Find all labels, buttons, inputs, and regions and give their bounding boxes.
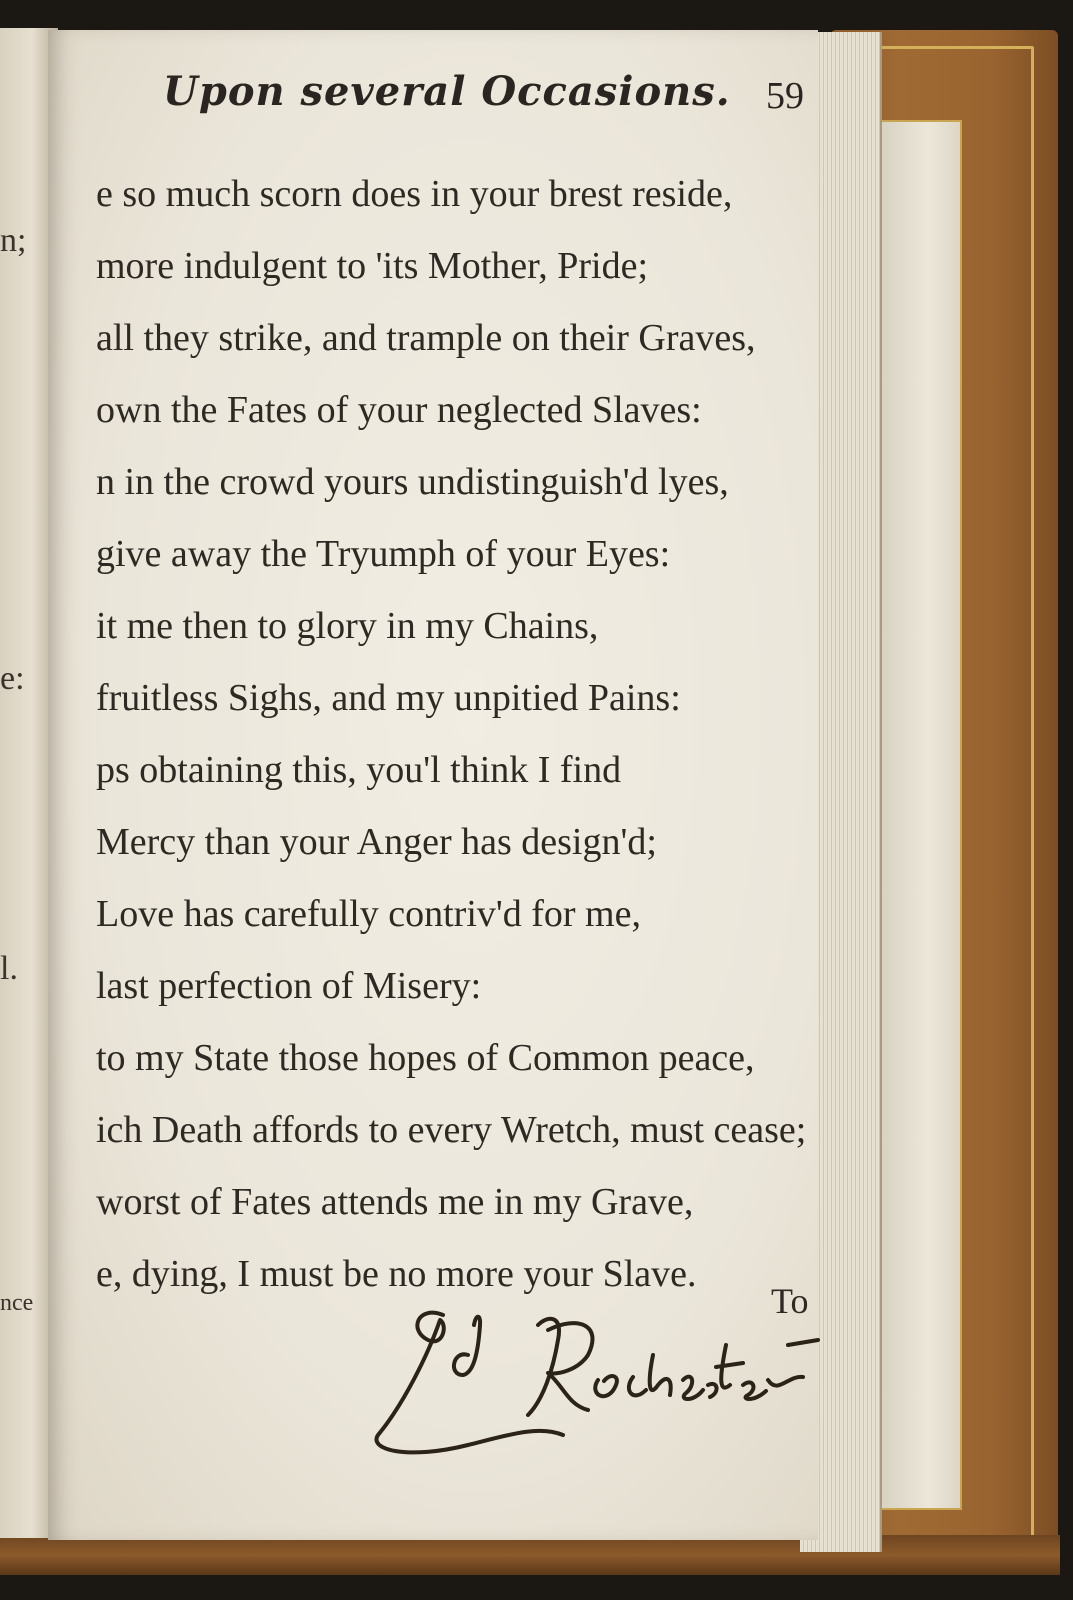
poem-line: all they strike, and trample on their Graves,: [96, 317, 756, 359]
running-head: Upon several Occasions.: [163, 68, 731, 115]
left-page-fragment: l.: [0, 950, 18, 987]
endpaper: [880, 120, 962, 1510]
book-page: [48, 30, 818, 1540]
left-page-fragment: n;: [0, 222, 27, 259]
poem-line: n in the crowd yours undistinguish'd lyes,: [96, 461, 729, 503]
poem-line: last perfection of Misery:: [96, 965, 482, 1007]
poem-line: e, dying, I must be no more your Slave.: [96, 1253, 697, 1295]
poem-line: to my State those hopes of Common peace,: [96, 1037, 755, 1079]
poem-line: give away the Tryumph of your Eyes:: [96, 533, 671, 575]
poem-line: worst of Fates attends me in my Grave,: [96, 1181, 694, 1223]
left-page-fragment: e:: [0, 660, 25, 697]
catchword: To: [771, 1281, 809, 1321]
left-page-fragment: nce: [0, 1290, 34, 1316]
poem-text: [96, 158, 836, 1310]
poem-line: it me then to glory in my Chains,: [96, 605, 599, 647]
poem-line: ich Death affords to every Wretch, must cease;: [96, 1109, 807, 1151]
page-number: 59: [766, 75, 804, 117]
poem-line: ps obtaining this, you'l think I find: [96, 749, 622, 791]
poem-line: fruitless Sighs, and my unpitied Pains:: [96, 677, 681, 719]
handwritten-signature: [348, 1285, 848, 1485]
binding-bottom-edge: [0, 1535, 1060, 1575]
poem-line: e so much scorn does in your brest reside,: [96, 173, 733, 215]
poem-line: Love has carefully contriv'd for me,: [96, 893, 641, 935]
poem-line: own the Fates of your neglected Slaves:: [96, 389, 702, 431]
poem-line: more indulgent to 'its Mother, Pride;: [96, 245, 649, 287]
poem-line: Mercy than your Anger has design'd;: [96, 821, 657, 863]
